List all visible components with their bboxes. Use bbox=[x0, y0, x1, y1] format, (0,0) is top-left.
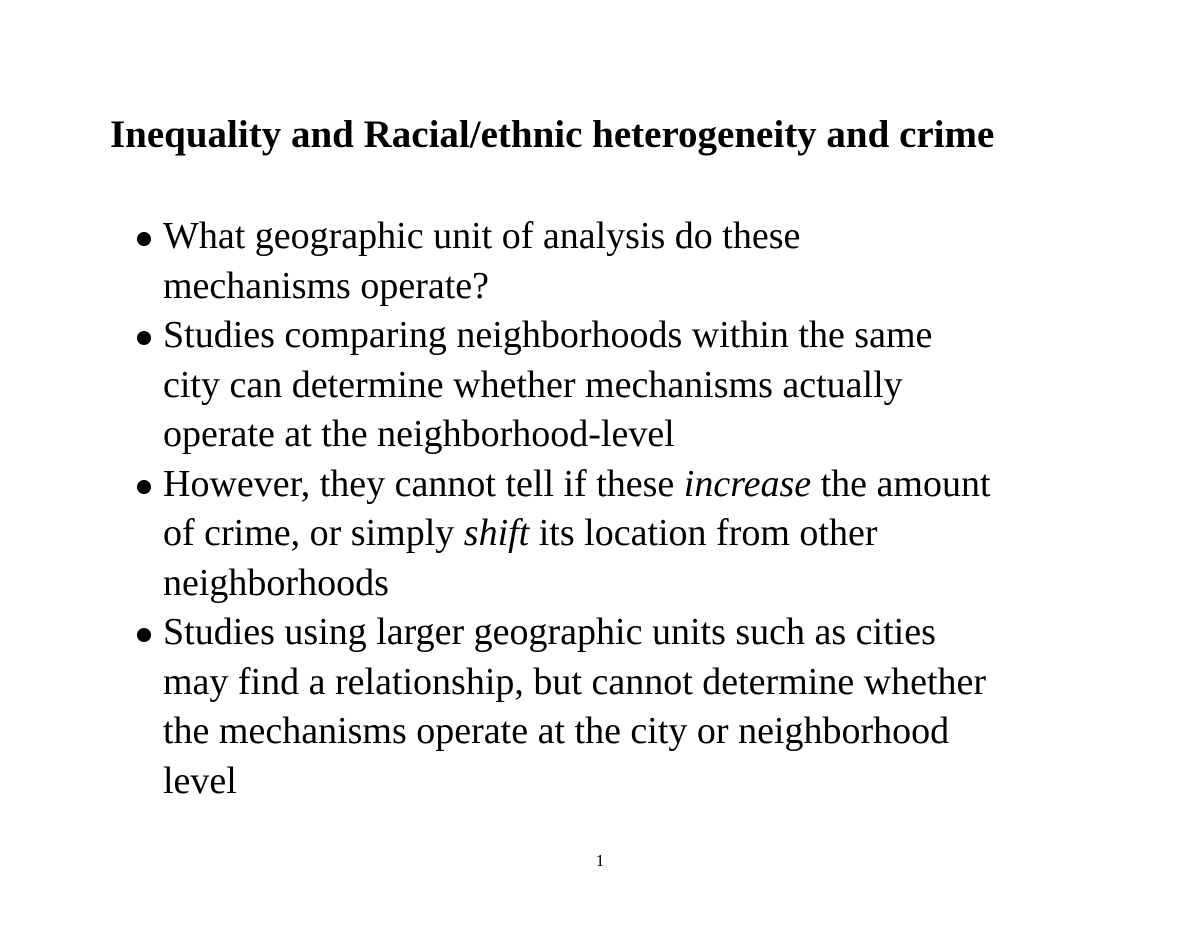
bullet-text: its location from other bbox=[529, 512, 878, 554]
bullet-line bbox=[163, 608, 1114, 658]
bullet-item bbox=[134, 608, 1114, 806]
bullet-line bbox=[163, 509, 1114, 559]
bullet-text: operate at the neighborhood-level bbox=[163, 413, 675, 455]
page-number: 1 bbox=[595, 851, 605, 870]
bullet-line bbox=[163, 311, 1114, 361]
bullet-text: mechanisms operate? bbox=[163, 264, 490, 307]
bullet-item bbox=[134, 311, 1114, 460]
bullet-icon bbox=[137, 480, 151, 494]
bullet-line bbox=[163, 262, 1114, 312]
bullet-line bbox=[163, 361, 1114, 411]
bullet-text: Studies comparing neighborhoods within the same bbox=[163, 314, 933, 356]
emphasis-text: shift bbox=[463, 512, 530, 554]
bullet-text: Studies using larger geographic units such as cities bbox=[163, 611, 936, 653]
bullet-icon bbox=[137, 331, 151, 345]
bullet-line bbox=[163, 707, 1114, 757]
bullet-line bbox=[163, 212, 1114, 262]
bullet-icon bbox=[137, 628, 151, 642]
bullet-text: level bbox=[163, 759, 237, 802]
bullet-text: may find a relationship, but cannot determine whether bbox=[163, 660, 987, 703]
bullet-icon bbox=[137, 232, 151, 246]
bullet-item bbox=[134, 212, 1114, 311]
bullet-item bbox=[134, 460, 1114, 609]
bullet-line bbox=[163, 658, 1114, 708]
bullet-text: city can determine whether mechanisms actually bbox=[163, 363, 903, 406]
bullet-text: However, they cannot tell if these bbox=[163, 462, 684, 505]
bullet-line bbox=[163, 559, 1114, 609]
emphasis-text: increase bbox=[683, 462, 812, 505]
bullet-text: the mechanisms operate at the city or neighborhood bbox=[163, 710, 950, 752]
bullet-text: What geographic unit of analysis do these bbox=[163, 215, 801, 257]
bullet-text: of crime, or simply bbox=[163, 512, 464, 554]
bullet-text: neighborhoods bbox=[163, 561, 389, 604]
bullet-text: the amount bbox=[811, 462, 991, 505]
bullet-line bbox=[163, 757, 1114, 807]
bullet-list bbox=[134, 212, 1114, 806]
bullet-line bbox=[163, 410, 1114, 460]
slide-title: Inequality and Racial/ethnic heterogeneity and crime bbox=[110, 113, 995, 156]
bullet-line bbox=[163, 460, 1114, 510]
